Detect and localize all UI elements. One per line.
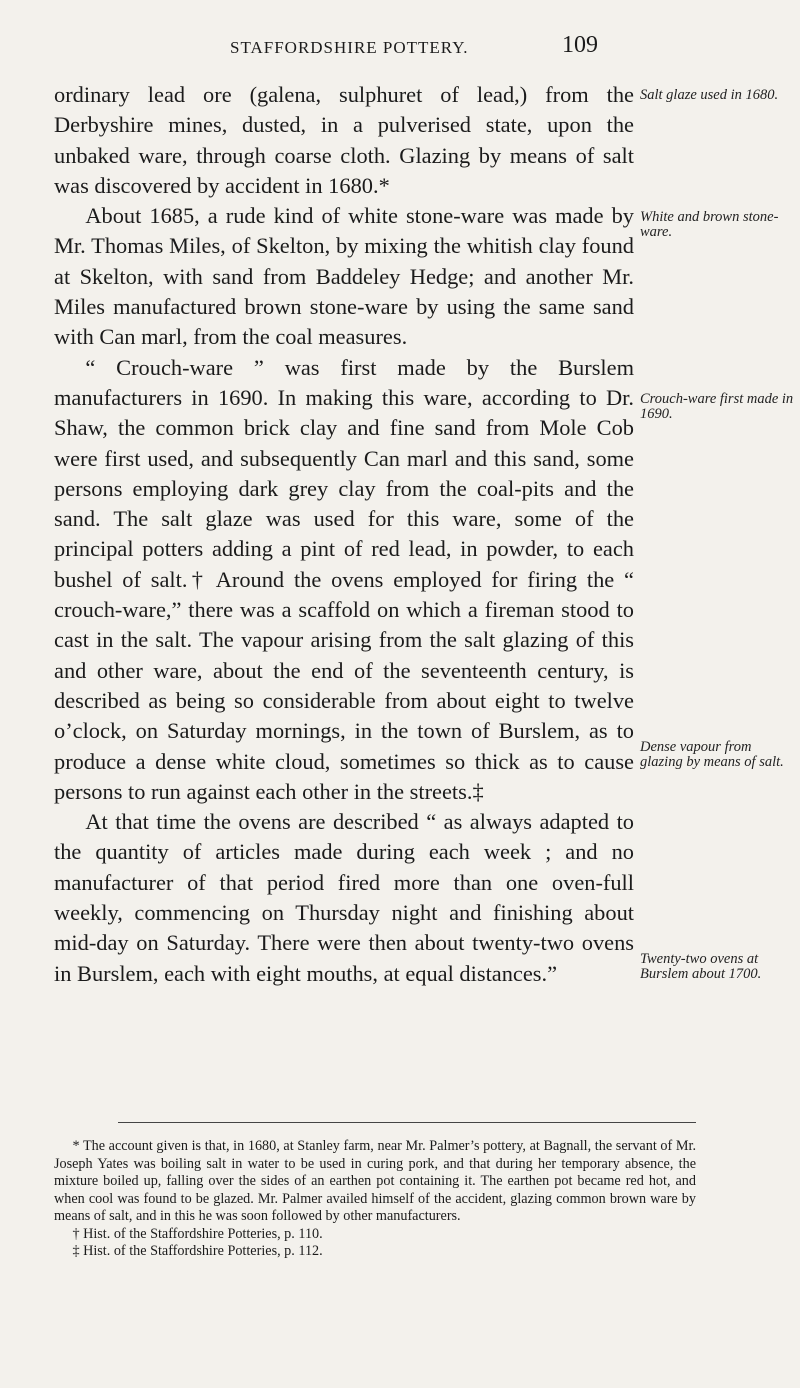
paragraph-crouch-ware: “ Crouch-ware ” was first made by the Burslem manufacturers in 1690. In making this ware, according to Dr. Shaw, the common brick clay and fine sand from Mole Cob were first used, and subsequently Can marl and this sand, some persons employing dark grey clay from the coal-pits and the sand. The salt glaze was used for this ware, some of the principal potters adding a pint of red lead, in powder, to each bushel of salt.† Around the ovens employed for firing the “ crouch-ware,” there was a scaffold on which a fireman stood to cast in the salt. The vapour arising from the salt glazing of this and other ware, about the end of the seventeenth century, is described as being so considerable from about eight to twelve o’clock, on Saturday mornings, in the town of Burslem, as to produce a dense white cloud, sometimes so thick as to cause persons to run against each other in the streets.‡ [54, 354, 634, 804]
margin-note-crouch-ware: Crouch-ware first made in 1690. [640, 391, 794, 422]
footnote-divider [118, 1122, 696, 1123]
page-number: 109 [562, 32, 598, 58]
paragraph-salt-glaze: ordinary lead ore (galena, sulphuret of lead,) from the Derbyshire mines, dusted, in a pulverised state, upon the unbaked ware, through coarse cloth. Glazing by means of salt was discovered by accident in 1680.* [54, 82, 634, 198]
paragraph-stone-ware: About 1685, a rude kind of white stone-ware was made by Mr. Thomas Miles, of Skelton, by mixing the whitish clay found at Skelton, with sand from Baddeley Hedge; and another Mr. Miles manufactured brown stone-ware by using the same sand with Can marl, from the coal measures. [54, 203, 634, 350]
footnote-double-dagger: ‡ Hist. of the Staffordshire Potteries, p. 112. [72, 1243, 323, 1259]
running-head: STAFFORDSHIRE POTTERY. [230, 38, 469, 57]
paragraph-ovens: At that time the ovens are described “ as always adapted to the quantity of articles made during each week ; and no manufacturer of that period fired more than one oven-full weekly, commencing on Thursday night and finishing about mid-day on Saturday. There were then about twenty-two ovens in Burslem, each with eight mouths, at equal distances.” [54, 809, 634, 986]
page-header [0, 24, 800, 64]
footnotes [54, 1138, 696, 1261]
margin-note-dense-vapour: Dense vapour from glazing by means of salt. [640, 739, 784, 770]
footnote-dagger: † Hist. of the Staffordshire Potteries, p. 110. [72, 1225, 323, 1242]
footnote-star: * The account given is that, in 1680, at Stanley farm, near Mr. Palmer’s pottery, at Bagnall, the servant of Mr. Joseph Yates was boiling salt in water to be used in curing pork, and that during her temporary absence, the mixture boiled up, falling over the sides of an earthen pot containing it. The earthen pot became red hot, and when cool was found to be glazed. Mr. Palmer availed himself of the accident, glazing common brown ware by means of salt, and in this he was soon followed by other manufacturers. [54, 1138, 696, 1224]
margin-note-stone-ware: White and brown stone-ware. [640, 209, 779, 240]
margin-note-salt-glaze: Salt glaze used in 1680. [640, 87, 779, 103]
body-text [54, 80, 634, 989]
margin-note-ovens: Twenty-two ovens at Burslem about 1700. [640, 951, 762, 982]
